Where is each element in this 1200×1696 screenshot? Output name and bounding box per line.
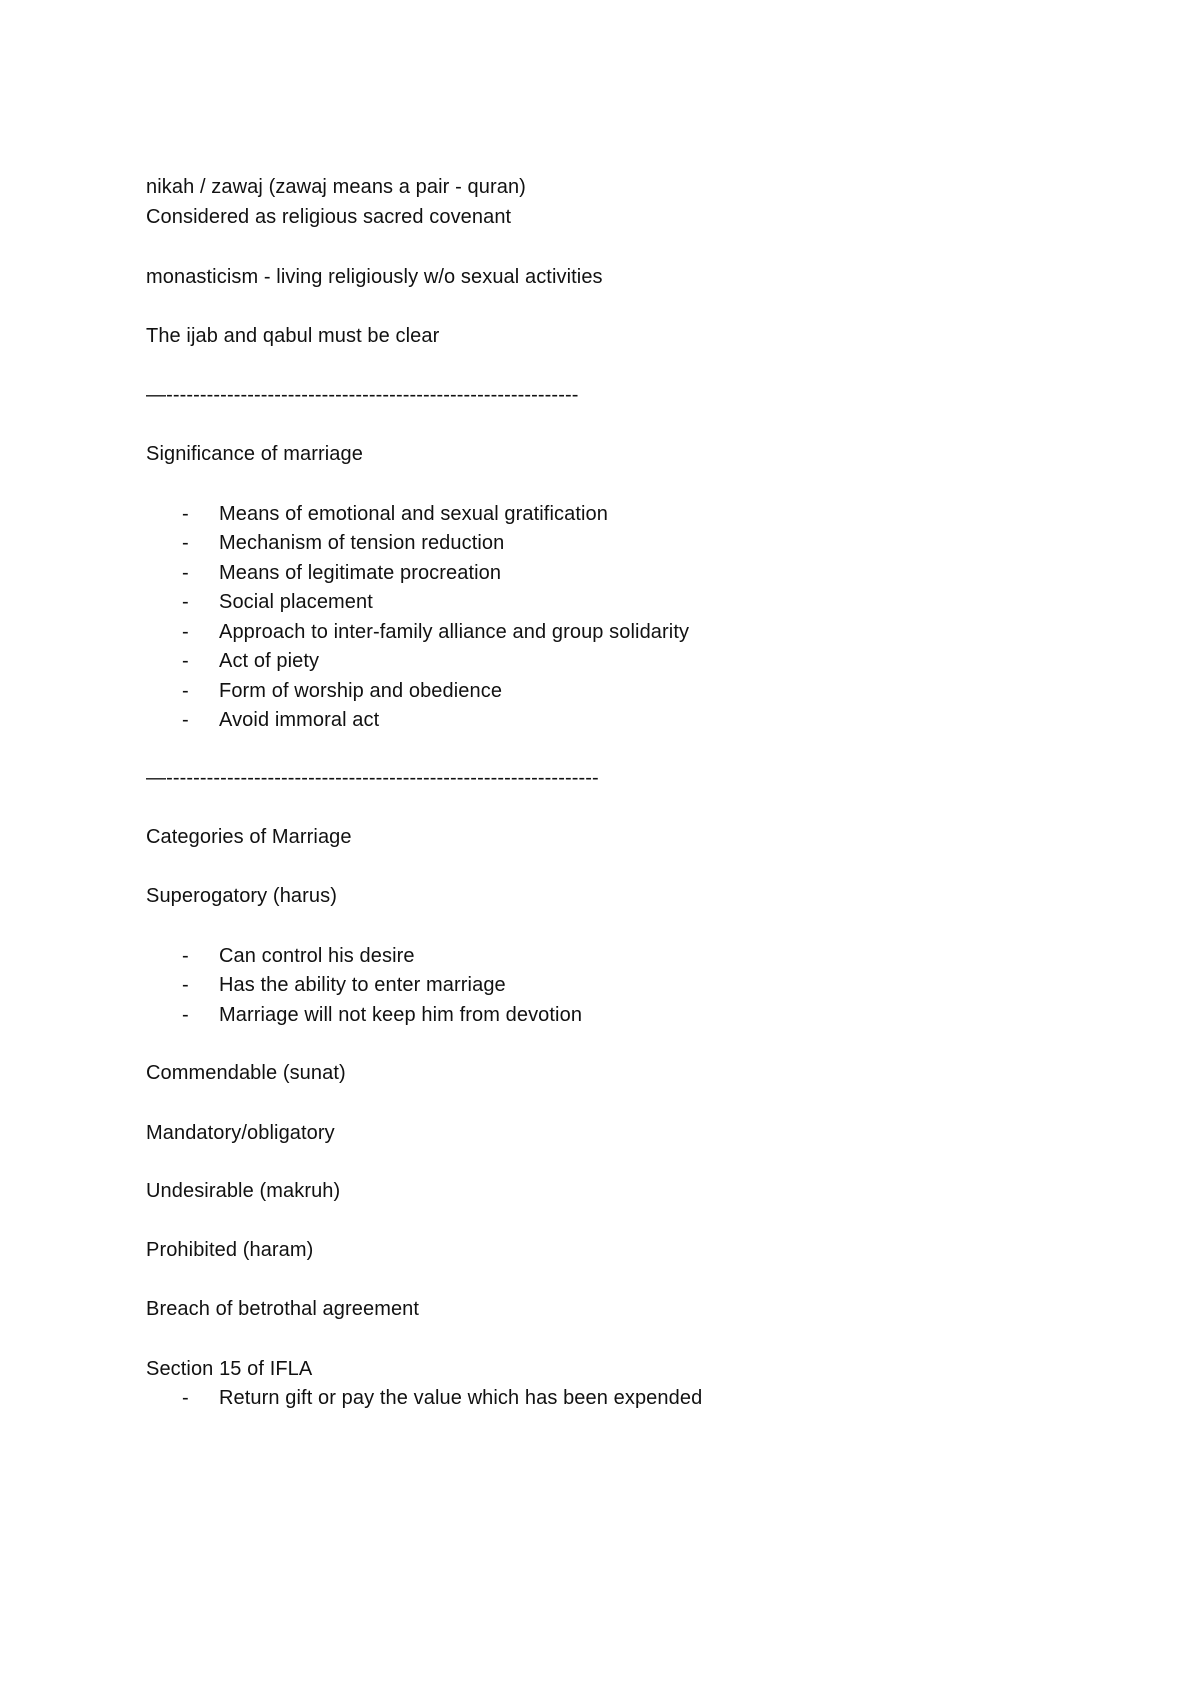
- bullet-dash: -: [182, 532, 189, 554]
- category-commendable: Commendable (sunat): [146, 1062, 346, 1084]
- list-item: Means of legitimate procreation: [219, 562, 502, 584]
- list-item: Avoid immoral act: [219, 709, 380, 731]
- category-mandatory: Mandatory/obligatory: [146, 1122, 335, 1144]
- section-heading-significance: Significance of marriage: [146, 443, 363, 465]
- category-prohibited: Prohibited (haram): [146, 1239, 314, 1261]
- list-item: Means of emotional and sexual gratification: [219, 503, 608, 525]
- section-heading-categories: Categories of Marriage: [146, 826, 352, 848]
- divider-line: —----------------------------------------------------------------: [146, 767, 599, 789]
- bullet-dash: -: [182, 945, 189, 967]
- list-item: Form of worship and obedience: [219, 680, 503, 702]
- bullet-dash: -: [182, 562, 189, 584]
- bullet-dash: -: [182, 621, 189, 643]
- bullet-dash: -: [182, 1004, 189, 1026]
- category-undesirable: Undesirable (makruh): [146, 1180, 341, 1202]
- list-item: Has the ability to enter marriage: [219, 974, 506, 996]
- list-item: Mechanism of tension reduction: [219, 532, 505, 554]
- list-item: Act of piety: [219, 650, 320, 672]
- list-item: Return gift or pay the value which has been expended: [219, 1387, 703, 1409]
- list-item: Marriage will not keep him from devotion: [219, 1004, 583, 1026]
- section-reference-ifla: Section 15 of IFLA: [146, 1358, 313, 1380]
- category-superogatory: Superogatory (harus): [146, 885, 337, 907]
- bullet-dash: -: [182, 650, 189, 672]
- bullet-dash: -: [182, 503, 189, 525]
- bullet-dash: -: [182, 974, 189, 996]
- intro-line-nikah: nikah / zawaj (zawaj means a pair - quran): [146, 176, 526, 198]
- bullet-dash: -: [182, 591, 189, 613]
- divider-line: —-------------------------------------------------------------: [146, 384, 579, 406]
- list-item: Social placement: [219, 591, 373, 613]
- intro-line-covenant: Considered as religious sacred covenant: [146, 206, 512, 228]
- list-item: Approach to inter-family alliance and group solidarity: [219, 621, 690, 643]
- section-heading-breach: Breach of betrothal agreement: [146, 1298, 420, 1320]
- bullet-dash: -: [182, 709, 189, 731]
- bullet-dash: -: [182, 1387, 189, 1409]
- intro-line-ijab-qabul: The ijab and qabul must be clear: [146, 325, 440, 347]
- bullet-dash: -: [182, 680, 189, 702]
- intro-line-monasticism: monasticism - living religiously w/o sexual activities: [146, 266, 603, 288]
- list-item: Can control his desire: [219, 945, 415, 967]
